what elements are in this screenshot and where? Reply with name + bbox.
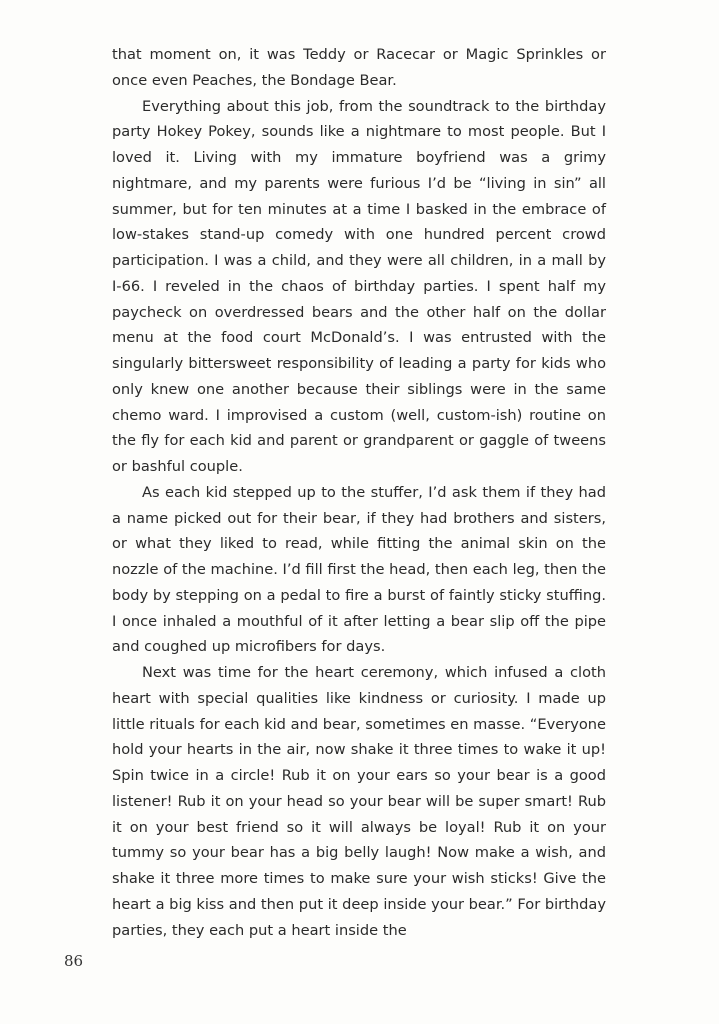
paragraph-1: that moment on, it was Teddy or Racecar or Magic Sprinkles or once even Peaches, the Bondage Bear. bbox=[112, 46, 606, 89]
paragraph-3: As each kid stepped up to the stuffer, I’d ask them if they had a name picked out for their bear, if they had brothers and sisters, or what they liked to read, while fitting the animal skin on the nozzle of the machine. I’d fill first the head, then each leg, then the body by stepping on a pedal to fire a burst of faintly sticky stuffing. I once inhaled a mouthful of it after letting a bear slip off the pipe and coughed up microfibers for days. bbox=[112, 483, 606, 656]
body-text bbox=[112, 42, 606, 943]
page-number: 86 bbox=[64, 952, 84, 970]
paragraph-4: Next was time for the heart ceremony, which infused a cloth heart with special qualities like kindness or curiosity. I made up little rituals for each kid and bear, sometimes en masse. “Everyone hold your hearts in the air, now shake it three times to wake it up! Spin twice in a circle! Rub it on your ears so your bear is a good listener! Rub it on your head so your bear will be super smart! Rub it on your best friend so it will always be loyal! Rub it on your tummy so your bear has a big belly laugh! Now make a wish, and shake it three more times to make sure your wish sticks! Give the heart a big kiss and then put it deep inside your bear.” For birthday parties, they each put a heart inside the bbox=[112, 664, 606, 939]
paragraph-2: Everything about this job, from the soundtrack to the birthday party Hokey Pokey, sounds like a nightmare to most people. But I loved it. Living with my immature boyfriend was a grimy nightmare, and my parents were furious I’d be “living in sin” all summer, but for ten minutes at a time I basked in the embrace of low-stakes stand-up comedy with one hundred percent crowd participation. I was a child, and they were all children, in a mall by I-66. I reveled in the chaos of birthday parties. I spent half my paycheck on overdressed bears and the other half on the dollar menu at the food court McDonald’s. I was entrusted with the singularly bittersweet responsibility of leading a party for kids who only knew one another because their siblings were in the same chemo ward. I improvised a custom (well, custom-ish) routine on the fly for each kid and parent or grandparent or gaggle of tweens or bashful couple. bbox=[112, 97, 606, 475]
